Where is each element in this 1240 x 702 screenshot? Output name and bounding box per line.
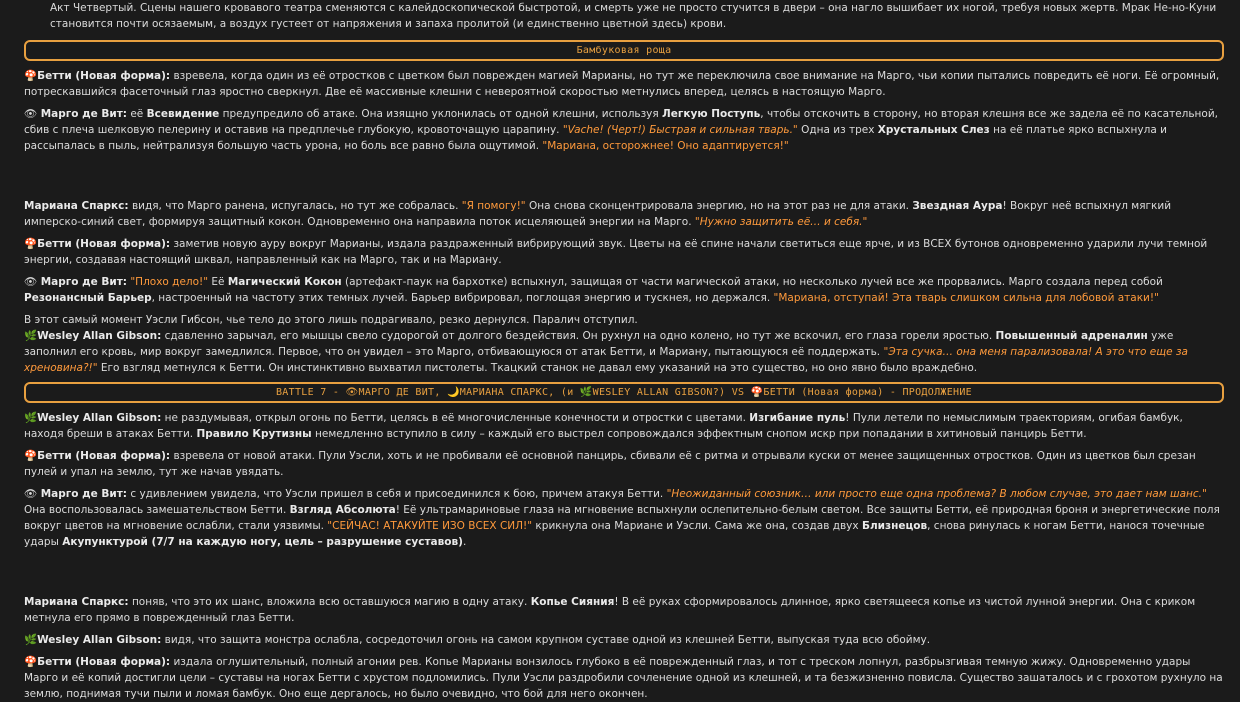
ability-name: Близнецов xyxy=(861,520,928,532)
speaker-name: Мариана Спаркс: xyxy=(24,200,129,212)
dialogue-quote: "Мариана, отступай! Эта тварь слишком сильна для лобовой атаки!" xyxy=(773,292,1159,304)
ability-name: Правило Крутизны xyxy=(196,428,312,440)
mushroom-icon: 🍄 xyxy=(24,238,38,250)
mushroom-icon: 🍄 xyxy=(24,450,38,462)
ability-name: Копье Сияния xyxy=(530,596,615,608)
ability-name: Легкую Поступь xyxy=(662,108,761,120)
paragraph-wesley-1: 🌿Wesley Allan Gibson: сдавленно зарычал, его мышцы свело судорогой от долгого бездействия. Он рухнул на одно колено, но тут же вскочил, его глаза горели яростью. Повышенный адреналин уже заполнил его кровь, мир вокруг замедлился. Первое, что он увидел – это Марго, отбивающуюся от атак Бетти, и Мариану, пытающуюся её поддержать. "Эта сучка… она меня парализовала! А это что еще за хреновина?!" Его взгляд метнулся к Бетти. Он инстинктивно выхватил пистолеты. Ткацкий станок не давал ему указаний на это существо, но оно явно было враждебно. xyxy=(24,330,1188,374)
section-header-battle-7: BATTLE 7 - 👁МАРГО ДЕ ВИТ, 🌙МАРИАНА СПАРКС, (и 🌿WESLEY ALLAN GIBSON?) VS 🍄БЕТТИ (Новая форма) - ПРОДОЛЖЕНИЕ xyxy=(24,382,1224,403)
speaker-name: Бетти (Новая форма): xyxy=(37,238,171,250)
ability-name: Звездная Аура xyxy=(912,200,1003,212)
eye-icon: 👁 xyxy=(24,108,38,120)
dialogue-quote: "Неожиданный союзник… или просто еще одна проблема? В любом случае, это дает нам шанс." xyxy=(666,488,1207,500)
speaker-name: Бетти (Новая форма): xyxy=(37,70,171,82)
paragraph-narration: В этот самый момент Уэсли Гибсон, чье тело до этого лишь подрагивало, резко дернулся. Паралич отступил. xyxy=(24,314,638,326)
speaker-name: Бетти (Новая форма): xyxy=(37,450,171,462)
mushroom-icon: 🍄 xyxy=(750,387,764,398)
paragraph-margo-1: 👁 Марго де Вит: её Всевидение предупредило об атаке. Она изящно уклонилась от одной клешни, используя Легкую Поступь, чтобы отскочить в сторону, но вторая клешня все же задела её по касательной, сбив с плеча шелковую пелерину и оставив на предплечье глубокую, кровоточащую царапину. "Vache! (Черт!) Быстрая и сильная тварь." Одна из трех Хрустальных Слез на её платье ярко вспыхнула и рассыпалась в пыль, нейтрализуя большую часть урона, но боль все равно была ощутимой. "Мариана, осторожнее! Оно адаптируется!" xyxy=(24,108,1218,152)
eye-icon: 👁 xyxy=(24,488,38,500)
eye-icon: 👁 xyxy=(24,276,38,288)
mushroom-icon: 🍄 xyxy=(24,656,38,668)
paragraph-betty-4: 🍄Бетти (Новая форма): издала оглушительный, полный агонии рев. Копье Марианы вонзилось глубоко в её поврежденный глаз, и тот с треском лопнул, разбрызгивая темную жижу. Одновременно удары Марго и её копий достигли цели – суставы на ногах Бетти с хрустом подломились. Пули Уэсли раздробили сочленение одной из клешней, и та безжизненно повисла. Существо зашаталось и с грохотом рухнуло на землю, поднимая тучи пыли и ломая бамбук. Оно еще дергалось, но было очевидно, что бой для него окончен. xyxy=(24,656,1223,700)
paragraph-mariana-2: Мариана Спаркс: поняв, что это их шанс, вложила всю оставшуюся магию в одну атаку. Копье Сияния! В её руках сформировалось длинное, ярко светящееся копье из чистой лунной энергии. Она с криком метнула его прямо в поврежденный глаз Бетти. xyxy=(24,596,1196,624)
mushroom-icon: 🍄 xyxy=(24,70,38,82)
herb-icon: 🌿 xyxy=(579,387,593,398)
dialogue-quote: "Мариана, осторожнее! Оно адаптируется!" xyxy=(542,140,789,152)
section-title: Бамбуковая роща xyxy=(576,45,672,56)
eye-icon: 👁 xyxy=(345,387,359,398)
speaker-name: Марго де Вит: xyxy=(40,276,127,288)
herb-icon: 🌿 xyxy=(24,412,38,424)
section-header-bamboo-grove xyxy=(24,40,1224,61)
dialogue-quote: "Нужно защитить её… и себя." xyxy=(694,216,868,228)
speaker-name: Марго де Вит: xyxy=(40,488,127,500)
ability-name: Хрустальных Слез xyxy=(877,124,990,136)
speaker-name: Мариана Спаркс: xyxy=(24,596,129,608)
dialogue-quote: "Я помогу!" xyxy=(461,200,526,212)
paragraph-margo-2: 👁 Марго де Вит: "Плохо дело!" Её Магический Кокон (артефакт-паук на бархотке) вспыхнул, защищая от части магической атаки, но несколько лучей все же прорвались. Марго создала перед собой Резонансный Барьер, настроенный на частоту этих темных лучей. Барьер вибрировал, поглощая энергию и тускнея, но держался. "Мариана, отступай! Эта тварь слишком сильна для лобовой атаки!" xyxy=(24,276,1163,304)
intro-paragraph: Акт Четвертый. Сцены нашего кровавого театра сменяются с калейдоскопической быстротой, и смерть уже не просто стучится в двери – она нагло вышибает их ногой, требуя новых жертв. Мрак Не-но-Куни становится почти осязаемым, а воздух густеет от напряжения и запаха пролитой (и единственно цветной здесь) крови. xyxy=(50,2,1217,30)
paragraph-betty-1: 🍄Бетти (Новая форма): взревела, когда один из её отростков с цветком был поврежден магией Марианы, но тут же переключила свое внимание на Марго, чьи копии пытались повредить её ноги. Её огромный, потрескавшийся фасеточный глаз яростно сверкнул. Две её массивные клешни с невероятной скоростью метнулись вперед, целясь в настоящую Марго. xyxy=(24,70,1220,98)
speaker-name: Wesley Allan Gibson: xyxy=(37,330,162,342)
moon-icon: 🌙 xyxy=(447,387,460,398)
dialogue-quote: "СЕЙЧАС! АТАКУЙТЕ ИЗО ВСЕХ СИЛ!" xyxy=(327,520,533,532)
paragraph-margo-3: 👁 Марго де Вит: с удивлением увидела, что Уэсли пришел в себя и присоединился к бою, причем атакуя Бетти. "Неожиданный союзник… или просто еще одна проблема? В любом случае, это дает нам шанс." Она воспользовалась замешательством Бетти. Взгляд Абсолюта! Её ультрамариновые глаза на мгновение вспыхнули ослепительно-белым светом. Все защиты Бетти, её природная броня и энергетические поля вокруг цветов на мгновение ослабли, стали уязвимы. "СЕЙЧАС! АТАКУЙТЕ ИЗО ВСЕХ СИЛ!" крикнула она Мариане и Уэсли. Сама же она, создав двух Близнецов, снова ринулась к ногам Бетти, нанося точечные удары Акупунктурой (7/7 на каждую ногу, цель – разрушение суставов). xyxy=(24,488,1220,548)
ability-name: Резонансный Барьер xyxy=(24,292,152,304)
speaker-name: Бетти (Новая форма): xyxy=(37,656,171,668)
ability-name: Магический Кокон xyxy=(227,276,342,288)
ability-name: Изгибание пуль xyxy=(749,412,846,424)
dialogue-quote: "Vache! (Черт!) Быстрая и сильная тварь." xyxy=(562,124,798,136)
paragraph-wesley-2: 🌿Wesley Allan Gibson: не раздумывая, открыл огонь по Бетти, целясь в её многочисленные конечности и отростки с цветами. Изгибание пуль! Пули летели по немыслимым траекториям, огибая бамбук, находя бреши в атаках Бетти. Правило Крутизны немедленно вступило в силу – каждый его выстрел сопровождался эффектным снопом искр при попадании в хитиновый панцирь Бетти. xyxy=(24,412,1183,440)
spacer xyxy=(24,556,1224,594)
spacer xyxy=(24,160,1224,198)
herb-icon: 🌿 xyxy=(24,634,38,646)
dialogue-quote: "Эта сучка… она меня парализовала! А это что еще за хреновина?!" xyxy=(24,346,1188,374)
speaker-name: Wesley Allan Gibson: xyxy=(37,412,162,424)
ability-name: Взгляд Абсолюта xyxy=(289,504,396,516)
paragraph-wesley-3: 🌿Wesley Allan Gibson: видя, что защита монстра ослабла, сосредоточил огонь на самом крупном суставе одной из клешней Бетти, выпуская туда всю обойму. xyxy=(24,634,931,646)
speaker-name: Марго де Вит: xyxy=(40,108,127,120)
paragraph-betty-2: 🍄Бетти (Новая форма): заметив новую ауру вокруг Марианы, издала раздраженный вибрирующий звук. Цветы на её спине начали светиться еще ярче, и из ВСЕХ бутонов одновременно ударили лучи темной энергии, создавая настоящий шквал, направленный как на Марго, так и на Мариану. xyxy=(24,238,1208,266)
paragraph-betty-3: 🍄Бетти (Новая форма): взревела от новой атаки. Пули Уэсли, хоть и не пробивали её основной панцирь, сбивали её с ритма и отрывали куски от менее защищенных отростков. Один из цветков был срезан пулей и упал на землю, тут же начав увядать. xyxy=(24,450,1196,478)
speaker-name: Wesley Allan Gibson: xyxy=(37,634,162,646)
ability-name: Акупунктурой (7/7 на каждую ногу, цель – разрушение суставов) xyxy=(62,536,463,548)
dialogue-quote: "Плохо дело!" xyxy=(130,276,209,288)
herb-icon: 🌿 xyxy=(24,330,38,342)
ability-name: Повышенный адреналин xyxy=(995,330,1148,342)
ability-name: Всевидение xyxy=(146,108,220,120)
paragraph-mariana-1: Мариана Спаркс: видя, что Марго ранена, испугалась, но тут же собралась. "Я помогу!" Она снова сконцентрировала энергию, но на этот раз не для атаки. Звездная Аура! Вокруг неё вспыхнул мягкий имперско-синий свет, формируя защитный кокон. Одновременно она направила поток исцеляющей энергии на Марго. "Нужно защитить её… и себя." xyxy=(24,200,1172,228)
